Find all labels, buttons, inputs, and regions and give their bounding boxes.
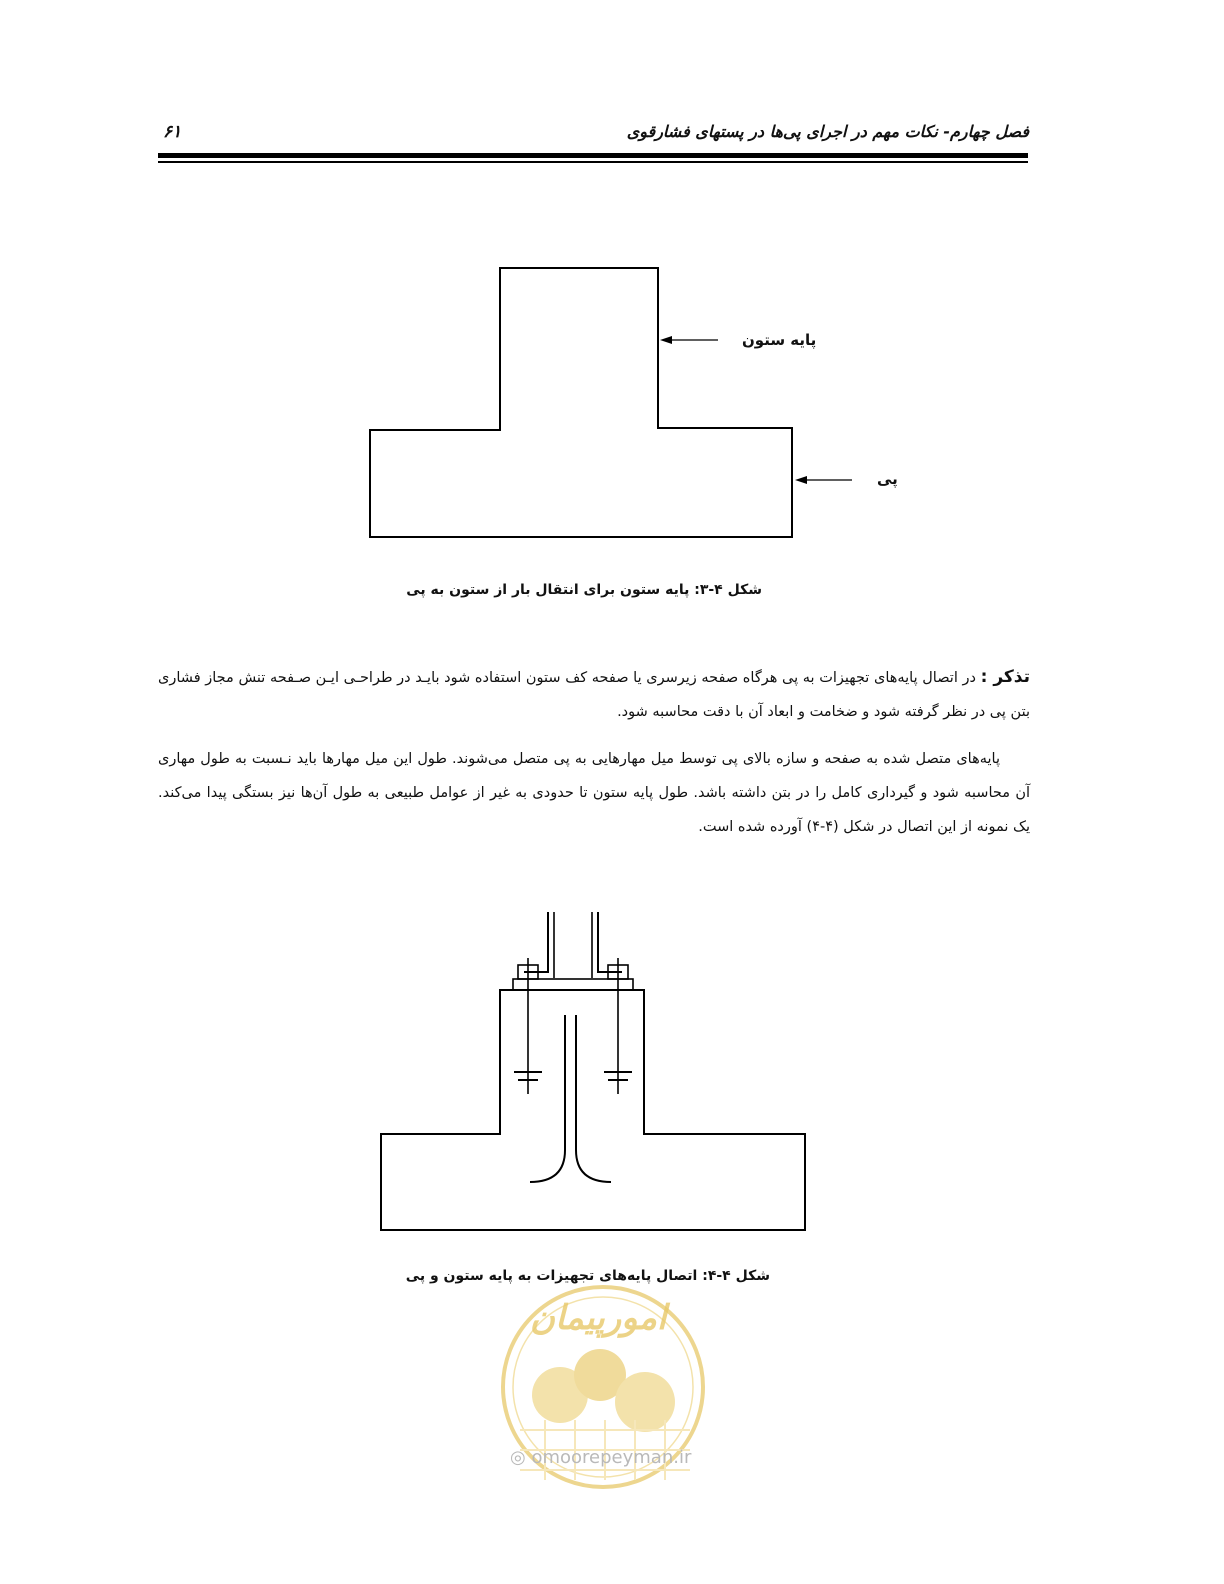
body-paragraph: پایه‌های متصل شده به صفحه و سازه بالای پی توسط میل مهارهایی به پی متصل می‌شوند. طول این میل مهارها باید نـسبت به طول مهاری آن محاسبه شود و گیرداری کامل را در بتن داشته باشد. طول پایه ستون تا حدودی به غیر از عوامل طبیعی به طول آن‌ها نیز بستگی پیدا می‌کند. یک نمونه از این اتصال در شکل (۴-۴) آورده شده است.	[158, 751, 1030, 835]
note-lead: تذکر :	[980, 667, 1030, 687]
page-number: ۶۱	[163, 122, 182, 142]
watermark-site	[510, 1447, 691, 1468]
figure-1-caption: شکل ۴-۳: پایه ستون برای انتقال بار از ستون به پی	[406, 582, 762, 598]
label-foundation: پی	[877, 470, 898, 488]
label-column-pedestal: پایه ستون	[742, 331, 817, 349]
running-header-title: فصل چهارم- نکات مهم در اجرای پی‌ها در پستهای فشارقوی	[626, 122, 1029, 141]
watermark-site-text: omoorepeyman.ir	[531, 1447, 692, 1468]
watermark-logo-text: امورپیمان	[530, 1298, 667, 1338]
figure-2-caption: شکل ۴-۴: اتصال پایه‌های تجهیزات به پایه ستون و پی	[405, 1268, 770, 1284]
globe-icon: ◎	[510, 1447, 526, 1468]
note-text: در اتصال پایه‌های تجهیزات به پی هرگاه صفحه زیرسری یا صفحه کف ستون استفاده شود بایـد در طراحـی ایـن صـفحه تنش مجاز فشاری بتن پی در نظر گرفته شود و ضخامت و ابعاد آن با دقت محاسبه شود.	[158, 670, 1030, 720]
